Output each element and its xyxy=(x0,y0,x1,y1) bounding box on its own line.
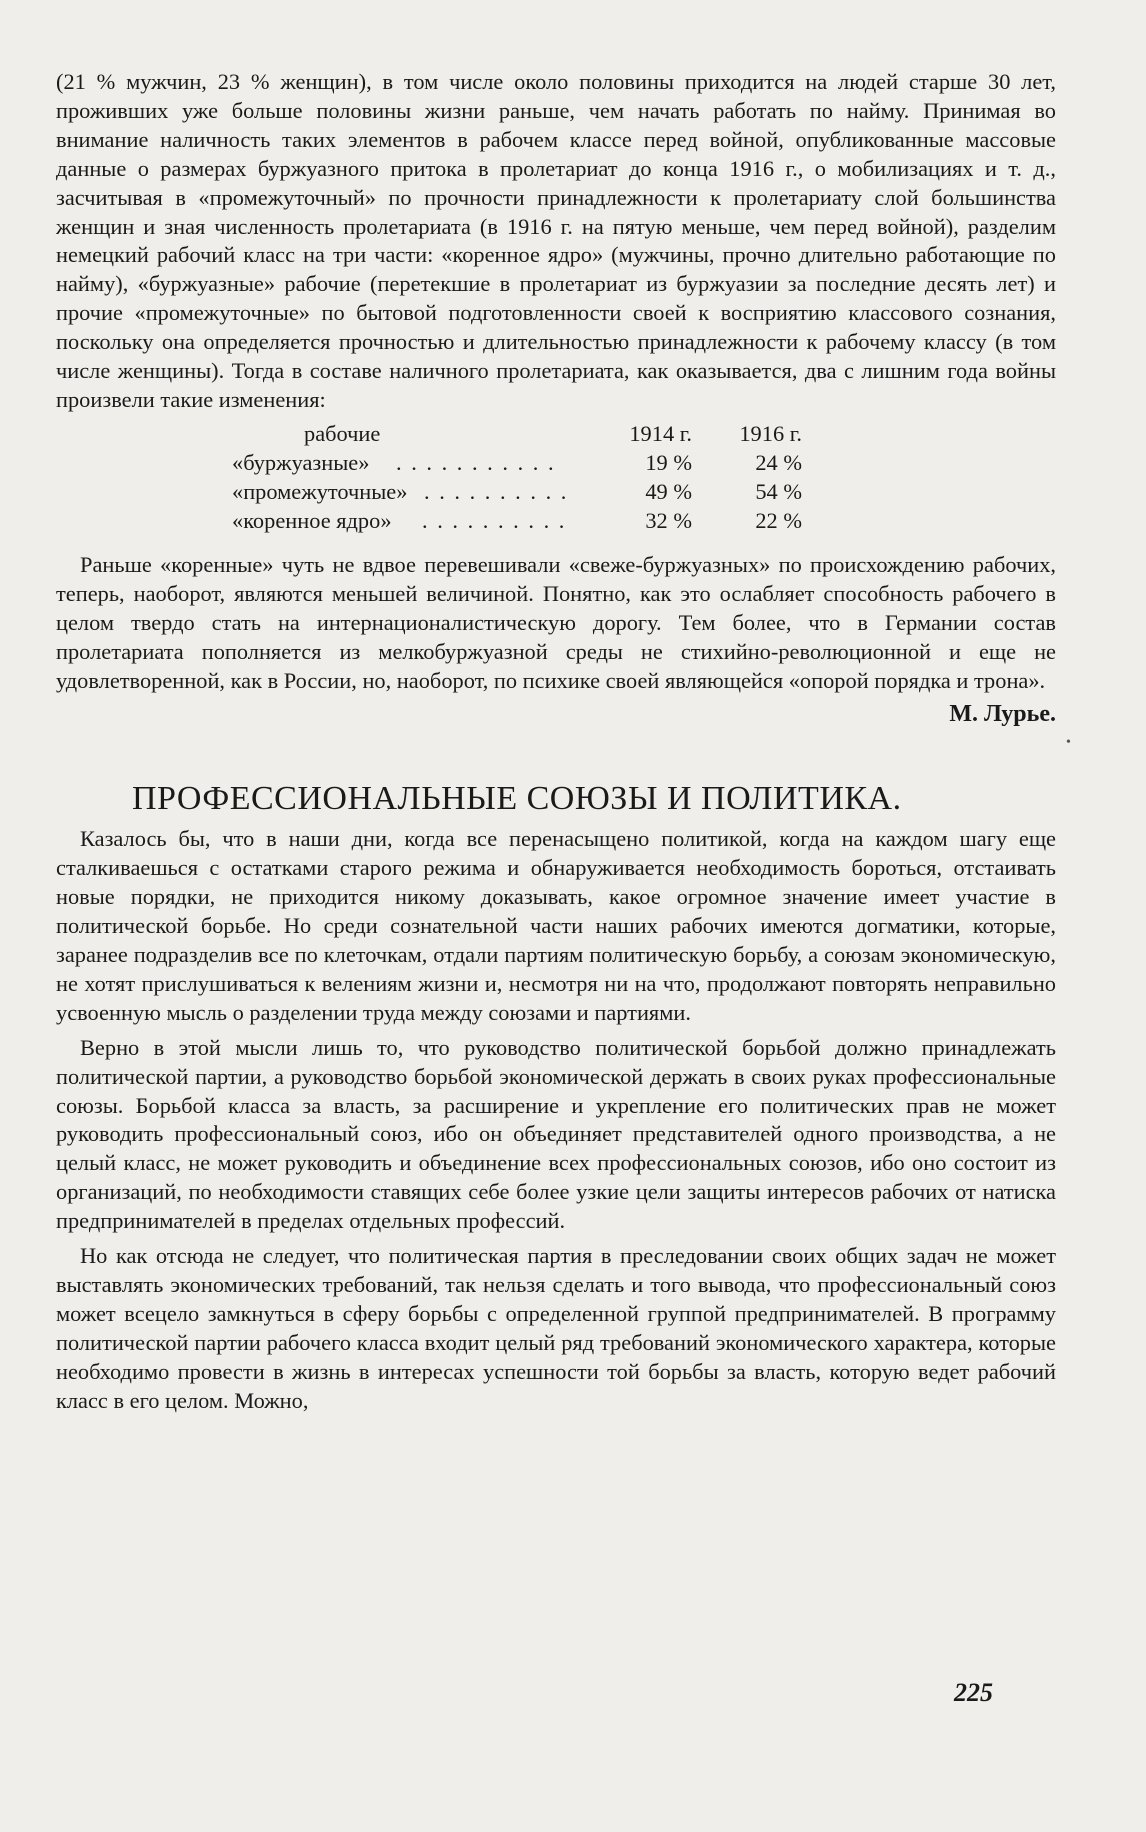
margin-dot-mark: • xyxy=(1066,735,1071,750)
article-paragraph: Но как отсюда не следует, что политическая партия в преследовании своих общих задач не может выставлять экономических требований, так нельзя сделать и того вывода, что профессиональный союз может всецело замкнуться в сферу борьбы с определенной группой предпринимателей. В программу политической партии рабочего класса входит целый ряд требований экономического характера, которые необходимо провести в жизнь в интересах успешности той борьбы за власть, которую ведет рабочий класс в его целом. Можно, xyxy=(56,1243,1056,1413)
stats-header-row xyxy=(56,421,1056,449)
stats-row-dots: . . . . . . . . . . . xyxy=(396,449,556,475)
stats-row-dots: . . . . . . . . . . xyxy=(422,507,567,533)
article-paragraph: Верно в этой мысли лишь то, что руководство политической борьбой должно принадлежать политической партии, а руководство борьбой экономической держать в своих руках профессиональные союзы. Борьбой класса за власть, за расширение и укрепление его политических прав не может руководить профессиональный союз, ибо он объединяет представителей одного производства, а не целый класс, не может руководить и объединение всех профессиональных союзов, ибо оно состоит из организаций, по необходимости ставящих себе более узкие цели защиты интересов рабочих от натиска предпринимателей в пределах отдельных профессий. xyxy=(56,1034,1056,1234)
stats-row-value-1916: 24 % xyxy=(755,449,802,475)
conclusion-paragraph: Раньше «коренные» чуть не вдвое перевешивали «свеже-буржуазных» по происхождению рабочих, теперь, наоборот, являются меньшей величиной. Понятно, как это ослабляет способность рабочего в целом твердо стать на интернационалистическую дорогу. Тем более, что в Германии состав пролетариата пополняется из мелкобуржуазной среды не стихийно-революционной и еще не удовлетворенной, как в России, но, наоборот, по психике своей являющейся «опорой порядка и трона». xyxy=(56,551,1056,693)
stats-header-label: рабочие xyxy=(304,420,381,446)
author-signature: М. Лурье. xyxy=(949,701,1056,728)
stats-row-value-1916: 54 % xyxy=(755,478,802,504)
stats-row-value-1914: 49 % xyxy=(645,478,692,504)
stats-row-value-1916: 22 % xyxy=(755,507,802,533)
stats-row xyxy=(56,508,1056,536)
article-title: ПРОФЕССИОНАЛЬНЫЕ СОЮЗЫ И ПОЛИТИКА. xyxy=(132,780,902,818)
stats-row-label: «буржуазные» xyxy=(232,449,370,475)
stats-row-label: «промежуточные» xyxy=(232,478,408,504)
page-content xyxy=(56,68,1056,1416)
article-paragraph: Казалось бы, что в наши дни, когда все перенасыщено политикой, когда на каждом шагу еще сталкиваешься с остатками старого режима и обнаруживается необходимость бороться, отстаивать новые порядки, не приходится никому доказывать, какое огромное значение имеет участие в политической борьбе. Но среди сознательной части наших рабочих имеются догматики, которые, заранее подразделив все по клеточкам, отдали партиям политическую борьбу, а союзам экономическую, не хотят прислушиваться к велениям жизни и, несмотря ни на что, продолжают повторять неправильно усвоенную мысль о разделении труда между союзами и партиями. xyxy=(56,826,1056,1025)
stats-row-value-1914: 19 % xyxy=(645,449,692,475)
stats-col-1914: 1914 г. xyxy=(629,420,692,446)
top-paragraph: (21 % мужчин, 23 % женщин), в том числе около половины приходится на людей старше 30 лет, проживших уже больше половины жизни раньше, чем начать работать по найму. Принимая во внимание наличность таких элементов в рабочем классе перед войной, опубликованные массовые данные о размерах буржуазного притока в пролетариат до конца 1916 г., о мобилизациях и т. д., засчитывая в «промежуточный» по прочности принадлежности к пролетариату слой большинства женщин и зная численность пролетариата (в 1916 г. на пятую меньше, чем перед войной), разделим немецкий рабочий класс на три части: «коренное ядро» (мужчины, прочно длительно работающие по найму), «буржуазные» рабочие (перетекшие в пролетариат из буржуазии за последние десять лет) и прочие «промежуточные» по бытовой подготовленности своей к восприятию классового сознания, поскольку она определяется прочностью и длительностью принадлежности к рабочему классу (в том числе женщины). Тогда в составе наличного пролетариата, как оказывается, два с лишним года войны произвели такие изменения: xyxy=(56,69,1056,412)
stats-row-dots: . . . . . . . . . . xyxy=(424,478,569,504)
stats-table xyxy=(56,421,1056,539)
stats-row-label: «коренное ядро» xyxy=(232,507,392,533)
stats-row-value-1914: 32 % xyxy=(645,507,692,533)
stats-col-1916: 1916 г. xyxy=(739,420,802,446)
page-number: 225 xyxy=(954,1678,993,1707)
stats-row xyxy=(56,450,1056,478)
stats-row xyxy=(56,479,1056,507)
